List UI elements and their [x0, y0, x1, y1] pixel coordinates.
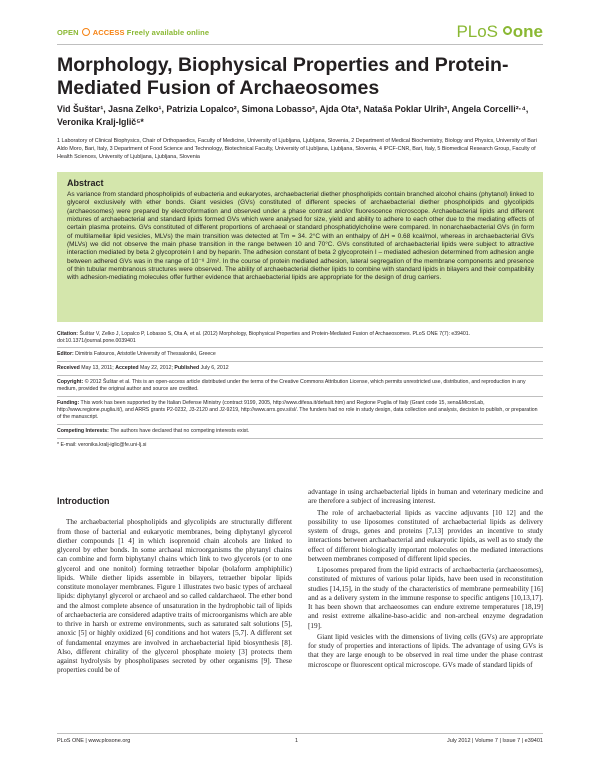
accepted-date: May 22, 2012; — [140, 365, 173, 372]
oa-freely: Freely available online — [126, 28, 210, 37]
column-right — [308, 488, 543, 672]
article-title: Morphology, Biophysical Properties and Protein-Mediated Fusion of Archaeosomes — [57, 54, 509, 99]
received-date: May 13, 2011; — [81, 365, 114, 372]
copyright-row — [57, 375, 543, 395]
footer-page-number: 1 — [295, 738, 299, 744]
top-bar — [57, 22, 543, 45]
correspondence-email: * E-mail: veronika.kralj-iglic@fe.uni-lj.si — [57, 441, 147, 448]
competing-text: The authors have declared that no competing interests exist. — [110, 427, 250, 434]
open-lock-icon — [82, 28, 90, 36]
accepted-label: Accepted — [115, 365, 139, 372]
oa-access: ACCESS — [92, 28, 125, 37]
competing-row — [57, 424, 543, 437]
editor-text: Dimitris Fatouros, Aristotle University of Thessaloniki, Greece — [75, 351, 216, 358]
abstract-text: As variance from standard phospholipids of eubacteria and eukaryotes, archaebacterial diether phospholipids contain branched alcohol chains (phytanol) linked to glycerol exclusively with ether bonds. Giant vesicles (GVs) constituted of different species of archaebacterial diether phospholipids and glycolipids (archaeosomes) were prepared by electroformation and observed under a phase contrast and/or fluorescence microscope. Archaebacterial lipids and different mixtures of archaebacterial and standard lipids formed GVs which were analysed for size, yield and ability to adhere to each other due to the mediating effects of certain plasma proteins. GVs constituted of different proportions of archaeal or standard phosphatidylcholine were compared. In nonarchaebacterial GVs (in form of multilamellar lipid vesicles, MLVs) the main transition was detected at Tm = 34. 2°C with an enthalpy of ΔH = 0.68 kcal/mol, whereas in archaebacterial GVs (MLVs) we did not observe the main phase transition in the range between 10 and 70°C. GVs constituted of archaebacterial lipids were subject to attractive interaction mediated by beta 2 glycoprotein I and by heparin. The adhesion constant of beta 2 glycoprotein I – mediated adhesion determined from adhesion angle between adhered GVs was in the range of 10⁻⁸ J/m². In the course of protein mediated adhesion, lateral segregation of the membrane components and presence of thin tubular membranous structures were observed. The ability of archaebacterial diether lipids to combine with standard lipids in bilayers and their compatibility with adhesion-mediating molecules offer further evidence that archaebacterial lipids are appropriate for the design of drug carriers. — [67, 191, 534, 282]
author-list: Vid Šuštar¹, Jasna Zelko¹, Patrizia Lopalco², Simona Lobasso², Ajda Ota³, Nataša Poklar Ulrih³, Angela Corcelli²·⁴, Veronika Kralj-Iglič⁵* — [57, 104, 529, 127]
received-label: Received — [57, 365, 80, 372]
email-row — [57, 438, 543, 451]
dates-row — [57, 361, 543, 374]
intro-paragraph-4: Giant lipid vesicles with the dimensions of living cells (GVs) are appropriate for study of properties and interactions of lipids. The advantage of using GVs is that they are large enough to be observed in real time under the phase contrast microscope or fluorescent optical microscope. GVs made of standard lipids of — [308, 632, 543, 669]
page-footer — [57, 733, 543, 748]
footer-journal: PLoS ONE | www.plosone.org — [57, 738, 131, 744]
intro-heading: Introduction — [57, 496, 110, 506]
published-label: Published — [174, 365, 200, 372]
copyright-text: © 2012 Šuštar et al. This is an open-access article distributed under the terms of the Creative Commons Attribution License, which permits unrestricted use, distribution, and reproduction in any medium, provided the original author and source are credited. — [57, 378, 526, 393]
open-access-logo — [57, 28, 209, 37]
competing-label: Competing Interests: — [57, 427, 109, 434]
citation-row — [57, 329, 543, 346]
intro-paragraph-2: The role of archaebacterial lipids as vaccine adjuvants [10 12] and the possibility to use liposomes constituted of archaebacterial lipids as delivery system of drugs, genes and proteins [7,13] provides an incentive to study interactions between archaebacterial and eukaryotic lipids, as well as to study the effect of different biologically important molecules on the mediated interactions between membranes composed of different lipid species. — [308, 508, 543, 563]
editor-label: Editor: — [57, 351, 74, 358]
funding-text: This work has been supported by the Italian Defense Ministry (contract 9199, 2005, http://www.difesa.it/default.htm) and Regione Puglia of Italy (Grant code 15, sens&MicroLab, http://www.regione.puglia.it/), and ARRS grants P2-0232, J3-2120 and J2-9219, http://www.arrs.gov.si/sl/. The funders had no role in study design, data collection and analysis, decision to publish, or preparation of the manuscript. — [57, 399, 538, 421]
abstract-box — [57, 172, 543, 322]
column-left — [57, 497, 292, 678]
swirl-icon — [503, 26, 512, 35]
intro-paragraph-3: Liposomes prepared from the lipid extracts of archaebacteria (archaeosomes), constituted of mixtures of various polar lipids, have been used in reconstitution studies [14,15], in the study of the characteristics of membrane permeability [16] and as a delivery system in the immune response to specific antigens [10,13,17]. It has been shown that archaeosomes can endure extreme temperatures [18,19] and resist extreme alkaline-baso-acidic and non-archeal enzyme degradation [19]. — [308, 566, 543, 630]
affiliations: 1 Laboratory of Clinical Biophysics, Chair of Orthopaedics, Faculty of Medicine, University of Ljubljana, Ljubljana, Slovenia, 2 Department of Medical Biochemistry, Biology and Physics, University of Bari Aldo Moro, Bari, Italy, 3 Department of Food Science and Technology, Biotechnical Faculty, University of Ljubljana, Ljubljana, Slovenia, 4 IPCF-CNR, Bari, Italy, 5 Biomedical Research Group, Faculty of Health Sciences, University of Ljubljana, Ljubljana, Slovenia — [57, 138, 537, 161]
citation-label: Citation: — [57, 330, 79, 337]
published-date: July 6, 2012 — [200, 365, 229, 372]
footer-issue: July 2012 | Volume 7 | Issue 7 | e39401 — [446, 738, 543, 744]
copyright-label: Copyright: — [57, 378, 84, 385]
intro-paragraph-1: The archaebacterial phospholipids and glycolipids are structurally different from those of bacterial and eukaryotic membranes, being diphytanyl glycerol diether compounds [1 4] in which isoprenoid chain alcohols are linked to glycerol by ether bonds. In some archaeal microorganisms the phytanyl chains can combine and form biphytanyl chains which link to two glycerols (or to one glycerol and one nonitol) forming tetraether bipolar (bolaform amphiphilic) lipids. While diether lipids assemble in bilayers, tetraether bipolar lipids constitute monolayer membranes. Figure 1 illustrates two basic types of archaeal lipids: diphytanyl glycerol or archaeol and so called caldarchaeol. The ether bond and the almost complete absence of unsaturation in the hydrophobic tail of lipids of archaebacteria are considered adaptive traits of microorganisms which are able to thrive in harsh or extreme environments, such as saturated salt solutions [5], anoxic [5] or highly oxidized [6] conditions and hot waters [5,7]. A different set of fundamental enzymes are involved in archaebacterial lipid biosynthesis [8]. Also, different chirality of the glycerol phosphate moiety [3] protects them against hydrolysis by phospholipases secreted by other organisms [9]. These properties could be of — [57, 518, 292, 675]
funding-row — [57, 396, 543, 423]
editor-row — [57, 347, 543, 360]
funding-label: Funding: — [57, 399, 80, 406]
abstract-heading: Abstract — [67, 178, 104, 188]
journal-one: one — [512, 22, 543, 41]
oa-open: OPEN — [57, 28, 79, 37]
journal-plos: PLoS — [456, 22, 499, 41]
citation-text: Šuštar V, Zelko J, Lopalco P, Lobasso S, Ota A, et al. (2012) Morphology, Biophysical Properties and Protein-Mediated Fusion of Archaeosomes. PLoS ONE 7(7): e39401. doi:10.1371/journal.pone.0039401 — [57, 330, 471, 344]
intro-paragraph-cont: advantage in using archaebacterial lipids in human and veterinary medicine and are therefore a subject of increasing interest. — [308, 488, 543, 506]
journal-logo — [456, 22, 543, 42]
article-metadata — [57, 329, 543, 450]
